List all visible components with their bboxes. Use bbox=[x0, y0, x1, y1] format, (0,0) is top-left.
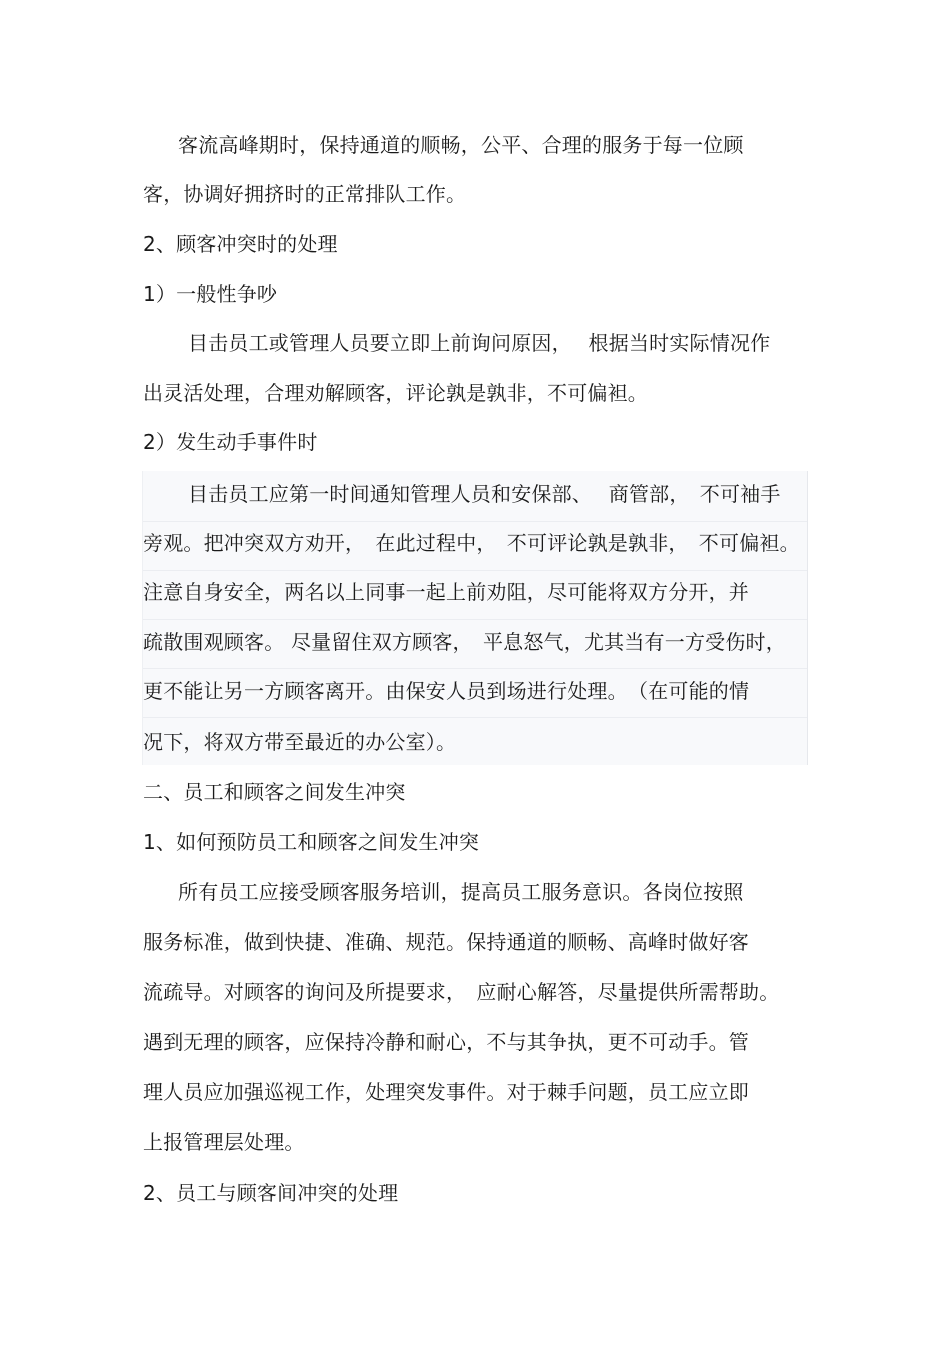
shade-separator bbox=[143, 570, 807, 571]
paragraph-line: 目击员工应第一时间通知管理人员和安保部、 商管部， 不可袖手 bbox=[188, 482, 781, 506]
section-heading: 2、顾客冲突时的处理 bbox=[143, 232, 338, 256]
subsection-heading: 1、如何预防员工和顾客之间发生冲突 bbox=[143, 830, 480, 854]
section-heading: 二、员工和顾客之间发生冲突 bbox=[143, 780, 406, 804]
paragraph-line: 理人员应加强巡视工作，处理突发事件。对于棘手问题，员工应立即 bbox=[143, 1080, 749, 1104]
paragraph-line: 况下，将双方带至最近的办公室）。 bbox=[143, 730, 457, 754]
subsection-heading: 1）一般性争吵 bbox=[143, 282, 278, 306]
subsection-heading: 2、员工与顾客间冲突的处理 bbox=[143, 1181, 399, 1205]
paragraph-line: 服务标准，做到快捷、准确、规范。保持通道的顺畅、高峰时做好客 bbox=[143, 930, 749, 954]
paragraph-line: 上报管理层处理。 bbox=[143, 1130, 305, 1154]
shade-separator bbox=[143, 521, 807, 522]
paragraph-line: 出灵活处理，合理劝解顾客，评论孰是孰非，不可偏袒。 bbox=[143, 381, 648, 405]
shade-separator bbox=[143, 668, 807, 669]
paragraph-line: 流疏导。对顾客的询问及所提要求， 应耐心解答，尽量提供所需帮助。 bbox=[143, 980, 780, 1004]
shade-separator bbox=[143, 717, 807, 718]
paragraph-line: 客，协调好拥挤时的正常排队工作。 bbox=[143, 182, 467, 206]
paragraph-line: 注意自身安全，两名以上同事一起上前劝阻，尽可能将双方分开，并 bbox=[143, 580, 749, 604]
paragraph-line: 客流高峰期时，保持通道的顺畅，公平、合理的服务于每一位顾 bbox=[178, 133, 744, 157]
paragraph-line: 目击员工或管理人员要立即上前询问原因， 根据当时实际情况作 bbox=[188, 331, 771, 355]
shade-separator bbox=[143, 619, 807, 620]
paragraph-line: 遇到无理的顾客，应保持冷静和耐心，不与其争执，更不可动手。管 bbox=[143, 1030, 749, 1054]
subsection-heading: 2）发生动手事件时 bbox=[143, 430, 318, 454]
paragraph-line: 所有员工应接受顾客服务培训，提高员工服务意识。各岗位按照 bbox=[178, 880, 744, 904]
paragraph-line: 疏散围观顾客。 尽量留住双方顾客， 平息怒气，尤其当有一方受伤时， bbox=[143, 630, 786, 654]
paragraph-line: 旁观。把冲突双方劝开， 在此过程中， 不可评论孰是孰非， 不可偏袒。 bbox=[143, 531, 800, 555]
paragraph-line: 更不能让另一方顾客离开。由保安人员到场进行处理。 （在可能的情 bbox=[143, 679, 750, 703]
shaded-paragraph-background bbox=[142, 471, 808, 765]
